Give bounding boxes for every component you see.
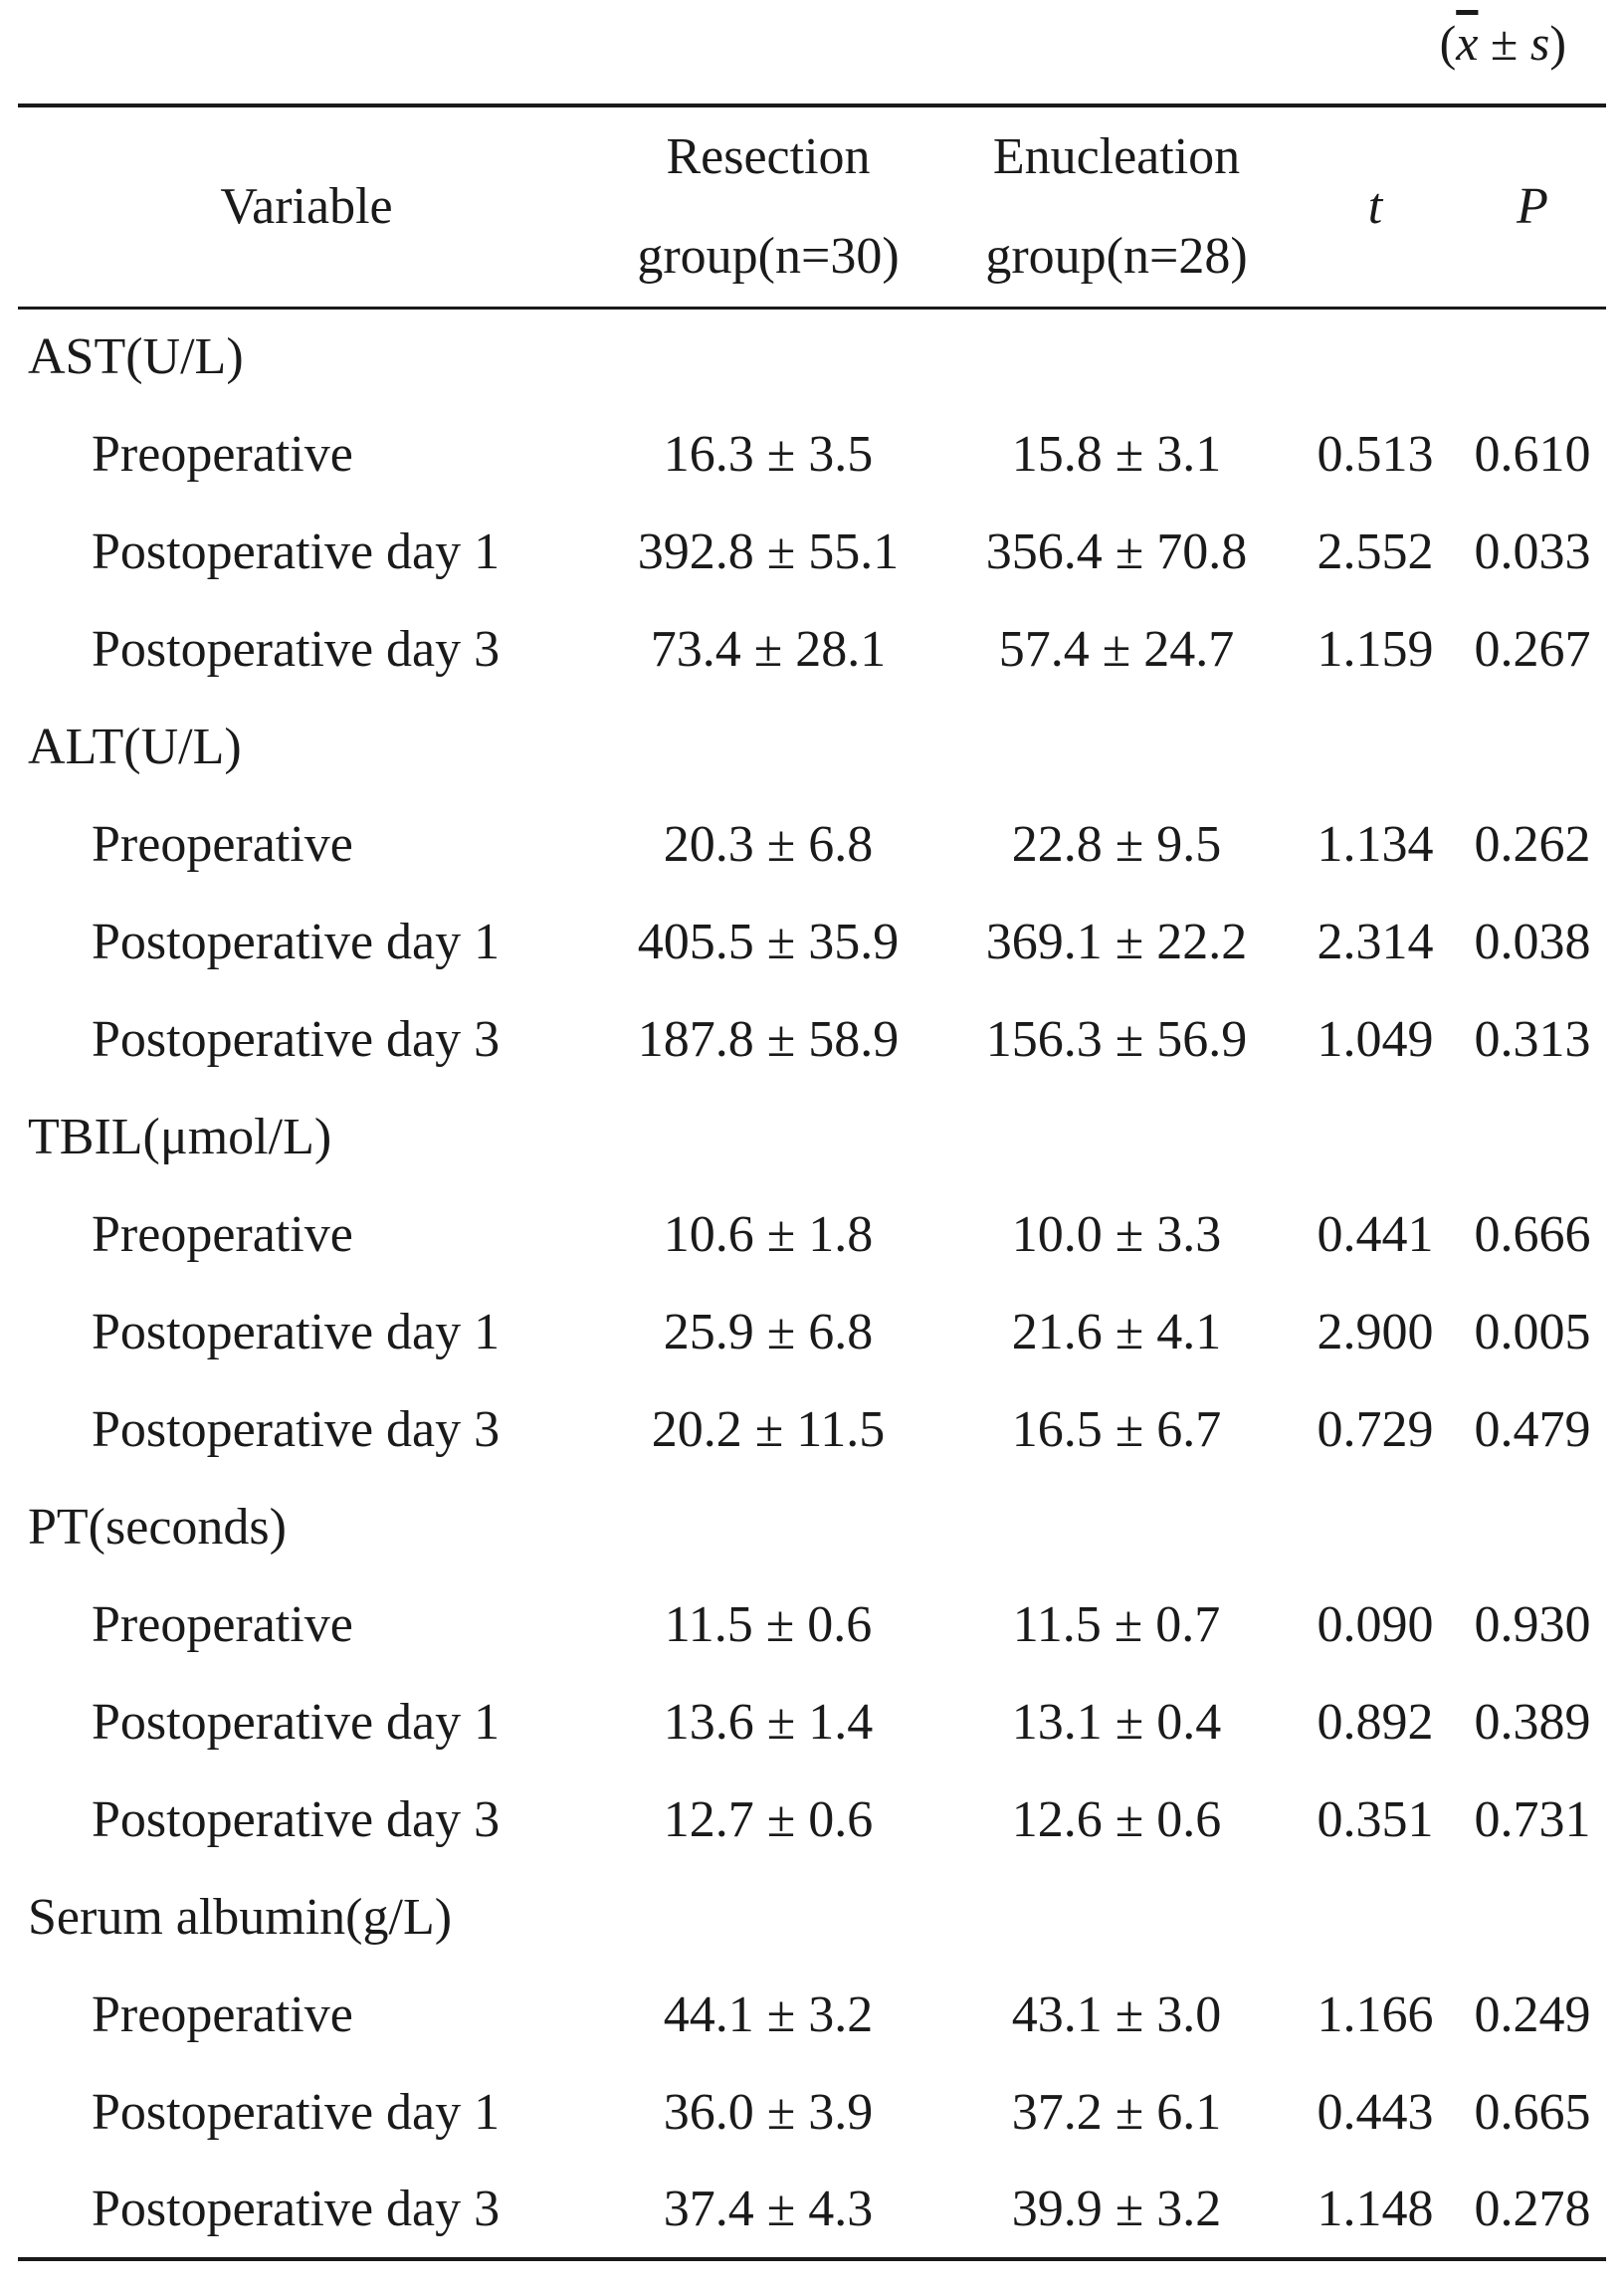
category-row — [18, 699, 1606, 796]
resection-value: 392.8 ± 55.1 — [637, 522, 900, 580]
t-value: 0.351 — [1317, 1790, 1434, 1848]
empty-cell — [595, 1869, 941, 1967]
unit-note — [1440, 14, 1566, 72]
row-label: Postoperative day 1 — [92, 522, 501, 580]
empty-cell — [1292, 1479, 1459, 1576]
category-row — [18, 1089, 1606, 1186]
t-value: 1.049 — [1317, 1010, 1434, 1068]
p-value: 0.479 — [1474, 1400, 1591, 1458]
resection-value: 11.5 ± 0.6 — [664, 1595, 873, 1653]
t-value: 0.892 — [1317, 1693, 1434, 1751]
row-label: Postoperative day 3 — [92, 1010, 501, 1068]
unit-note-close: ) — [1549, 15, 1566, 71]
unit-note-pm: ± — [1478, 15, 1530, 71]
empty-cell — [941, 309, 1292, 406]
resection-value: 405.5 ± 35.9 — [637, 913, 900, 970]
enucleation-value: 39.9 ± 3.2 — [941, 2162, 1292, 2259]
enucleation-value: 356.4 ± 70.8 — [985, 522, 1248, 580]
enucleation-value: 11.5 ± 0.7 — [1012, 1595, 1221, 1653]
enucleation-value: 37.2 ± 6.1 — [1011, 2083, 1222, 2141]
results-table — [18, 104, 1606, 2261]
row-label: Postoperative day 1 — [92, 1693, 501, 1751]
empty-cell — [941, 1479, 1292, 1576]
empty-cell — [595, 1089, 941, 1186]
table-row — [18, 504, 1606, 601]
t-value: 2.552 — [1317, 522, 1434, 580]
category-label: Serum albumin(g/L) — [28, 1888, 453, 1946]
empty-cell — [941, 1089, 1292, 1186]
t-value: 0.729 — [1317, 1400, 1434, 1458]
enucleation-value: 10.0 ± 3.3 — [1011, 1205, 1222, 1263]
p-value: 0.262 — [1474, 815, 1591, 873]
p-value: 0.610 — [1474, 425, 1591, 483]
p-value: 0.249 — [1474, 1985, 1591, 2043]
row-label: Preoperative — [92, 815, 353, 873]
row-label: Postoperative day 1 — [92, 913, 501, 970]
table-body — [18, 309, 1606, 2259]
p-value: 0.278 — [1459, 2162, 1606, 2259]
header-resection-line1: Resection — [666, 128, 871, 185]
empty-cell — [1292, 1869, 1459, 1967]
resection-value: 37.4 ± 4.3 — [595, 2162, 941, 2259]
table-row — [18, 406, 1606, 504]
empty-cell — [1459, 1479, 1606, 1576]
t-value: 0.090 — [1317, 1595, 1434, 1653]
t-value: 1.166 — [1317, 1985, 1434, 2043]
empty-cell — [941, 699, 1292, 796]
p-value: 0.665 — [1474, 2083, 1591, 2141]
empty-cell — [1459, 1089, 1606, 1186]
enucleation-value: 43.1 ± 3.0 — [1011, 1985, 1222, 2043]
resection-value: 12.7 ± 0.6 — [663, 1790, 874, 1848]
resection-value: 73.4 ± 28.1 — [650, 620, 887, 678]
empty-cell — [941, 1869, 1292, 1967]
row-label: Postoperative day 1 — [92, 1303, 501, 1360]
t-value: 0.441 — [1317, 1205, 1434, 1263]
enucleation-value: 156.3 ± 56.9 — [985, 1010, 1248, 1068]
t-value: 2.314 — [1317, 913, 1434, 970]
header-enucleation — [941, 105, 1292, 309]
t-value: 1.134 — [1317, 815, 1434, 873]
header-resection-line2: group(n=30) — [637, 228, 900, 285]
enucleation-value: 16.5 ± 6.7 — [1011, 1400, 1222, 1458]
p-value: 0.731 — [1474, 1790, 1591, 1848]
table-header — [18, 105, 1606, 309]
p-value: 0.038 — [1474, 913, 1591, 970]
enucleation-value: 57.4 ± 24.7 — [998, 620, 1235, 678]
table-row — [18, 1576, 1606, 1674]
table-row — [18, 796, 1606, 894]
resection-value: 36.0 ± 3.9 — [663, 2083, 874, 2141]
resection-value: 10.6 ± 1.8 — [663, 1205, 874, 1263]
empty-cell — [595, 1479, 941, 1576]
table-row — [18, 2064, 1606, 2162]
enucleation-value: 12.6 ± 0.6 — [1011, 1790, 1222, 1848]
table-row — [18, 1381, 1606, 1479]
header-t: t — [1292, 105, 1459, 309]
table-row — [18, 2162, 1606, 2259]
t-value: 0.443 — [1317, 2083, 1434, 2141]
resection-value: 187.8 ± 58.9 — [637, 1010, 900, 1068]
row-label: Postoperative day 3 — [92, 1790, 501, 1848]
results-table-container — [18, 104, 1606, 2261]
empty-cell — [1292, 699, 1459, 796]
enucleation-value: 13.1 ± 0.4 — [1011, 1693, 1222, 1751]
t-value: 2.900 — [1317, 1303, 1434, 1360]
table-row — [18, 1967, 1606, 2064]
p-value: 0.666 — [1474, 1205, 1591, 1263]
p-value: 0.005 — [1474, 1303, 1591, 1360]
empty-cell — [1292, 1089, 1459, 1186]
row-label: Preoperative — [92, 425, 353, 483]
row-label: Preoperative — [92, 1985, 353, 2043]
p-value: 0.389 — [1474, 1693, 1591, 1751]
category-label: ALT(U/L) — [28, 718, 242, 775]
unit-note-sd: s — [1529, 15, 1550, 71]
p-value: 0.313 — [1474, 1010, 1591, 1068]
row-label: Postoperative day 3 — [92, 620, 501, 678]
table-row — [18, 1284, 1606, 1381]
empty-cell — [1459, 699, 1606, 796]
empty-cell — [1459, 1869, 1606, 1967]
resection-value: 25.9 ± 6.8 — [663, 1303, 874, 1360]
category-row — [18, 309, 1606, 406]
empty-cell — [1459, 309, 1606, 406]
unit-note-open: ( — [1439, 15, 1457, 71]
t-value: 1.159 — [1317, 620, 1434, 678]
category-label: TBIL(μmol/L) — [28, 1108, 332, 1165]
table-row — [18, 894, 1606, 991]
empty-cell — [595, 699, 941, 796]
row-label: Postoperative day 1 — [92, 2083, 501, 2141]
header-variable: Variable — [18, 105, 595, 309]
p-value: 0.267 — [1474, 620, 1591, 678]
table-row — [18, 991, 1606, 1089]
empty-cell — [1292, 309, 1459, 406]
empty-cell — [595, 309, 941, 406]
header-enucleation-line1: Enucleation — [992, 128, 1241, 185]
table-row — [18, 601, 1606, 699]
enucleation-value: 369.1 ± 22.2 — [985, 913, 1248, 970]
p-value: 0.033 — [1474, 522, 1591, 580]
category-label: PT(seconds) — [28, 1498, 287, 1556]
t-value: 0.513 — [1317, 425, 1434, 483]
header-enucleation-line2: group(n=28) — [985, 228, 1248, 285]
resection-value: 20.3 ± 6.8 — [663, 815, 874, 873]
enucleation-value: 22.8 ± 9.5 — [1011, 815, 1222, 873]
resection-value: 13.6 ± 1.4 — [663, 1693, 874, 1751]
header-resection — [595, 105, 941, 309]
p-value: 0.930 — [1474, 1595, 1591, 1653]
enucleation-value: 15.8 ± 3.1 — [1011, 425, 1222, 483]
t-value: 1.148 — [1292, 2162, 1459, 2259]
category-label: AST(U/L) — [28, 328, 244, 386]
header-p: P — [1459, 105, 1606, 309]
table-row — [18, 1771, 1606, 1869]
resection-value: 16.3 ± 3.5 — [663, 425, 874, 483]
table-row — [18, 1186, 1606, 1284]
unit-note-mean: $\overline{x}$ — [1456, 15, 1479, 71]
row-label: Preoperative — [92, 1595, 353, 1653]
resection-value: 44.1 ± 3.2 — [663, 1985, 874, 2043]
resection-value: 20.2 ± 11.5 — [651, 1400, 886, 1458]
enucleation-value: 21.6 ± 4.1 — [1011, 1303, 1222, 1360]
row-label: Postoperative day 3 — [92, 1400, 501, 1458]
table-row — [18, 1674, 1606, 1771]
category-row — [18, 1479, 1606, 1576]
row-label: Postoperative day 3 — [18, 2162, 595, 2259]
row-label: Preoperative — [92, 1205, 353, 1263]
category-row — [18, 1869, 1606, 1967]
